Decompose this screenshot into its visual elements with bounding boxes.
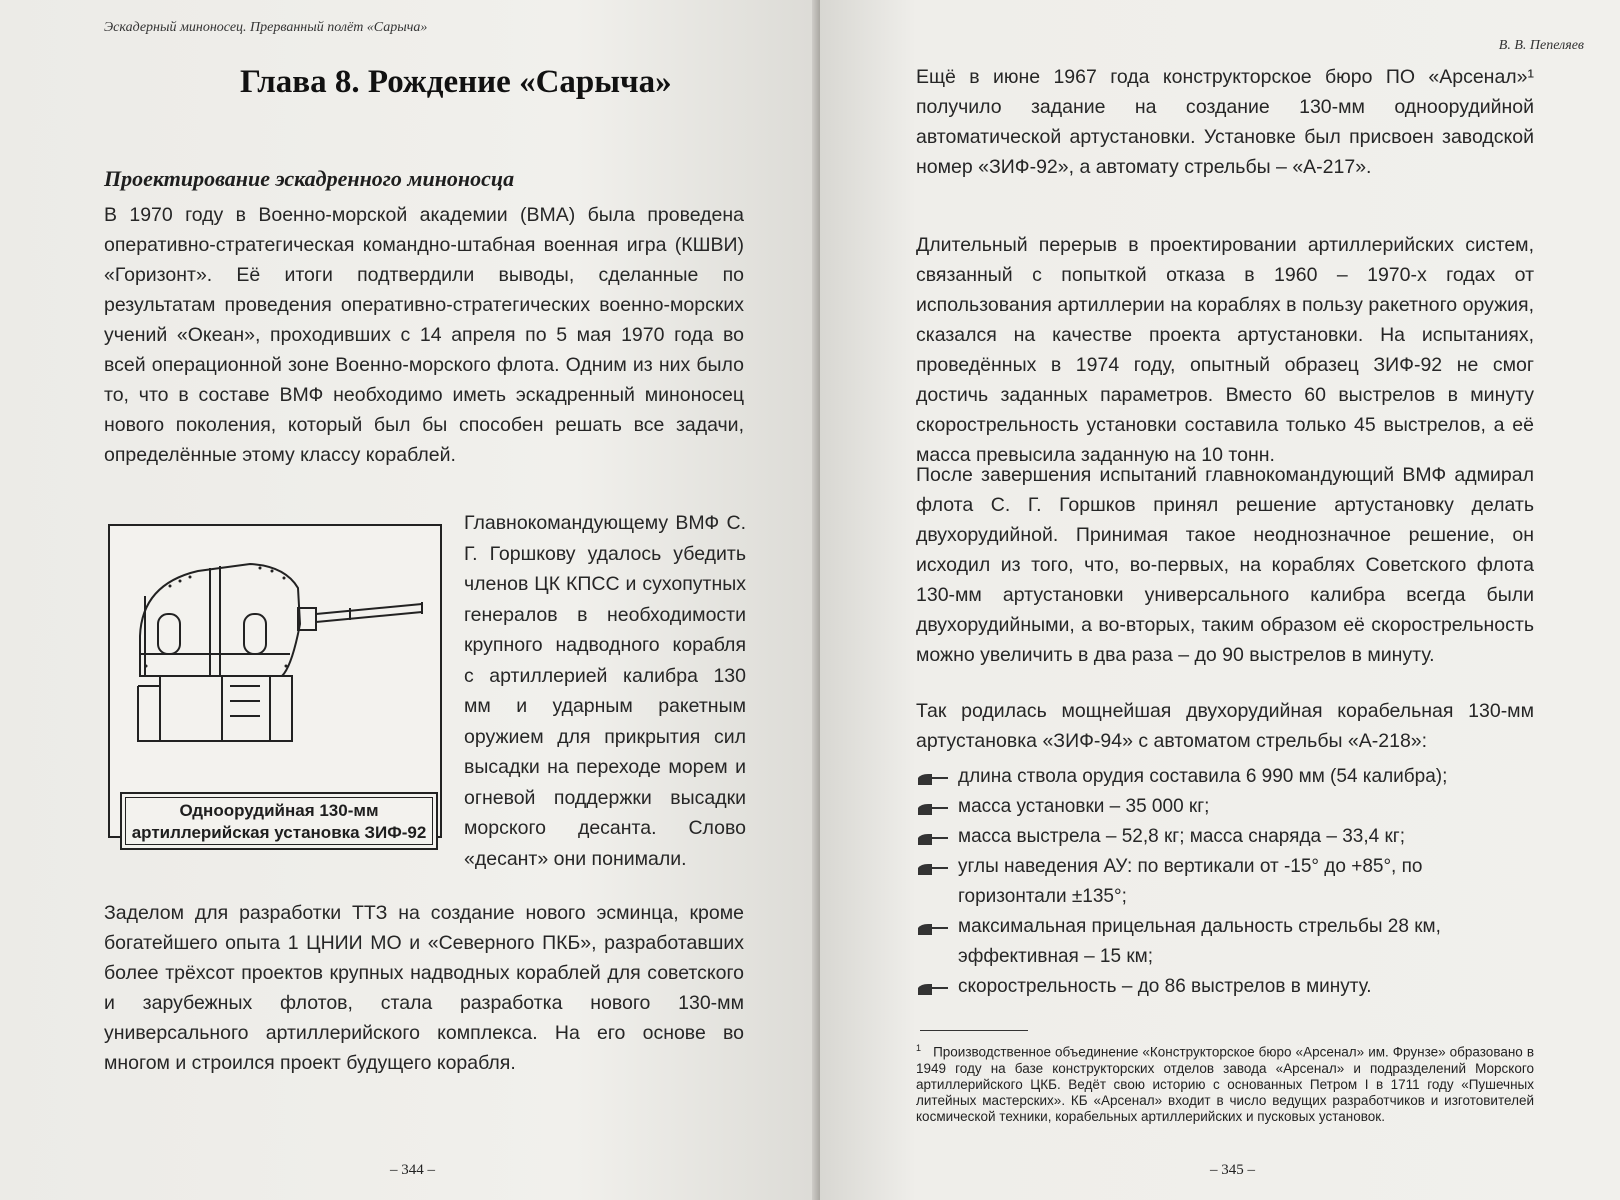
list-item [916, 912, 1536, 972]
left-running-head: Эскадерный миноносец. Прерванный полёт «Сарыча» [104, 20, 428, 35]
section-subheading: Проектирование эскадренного миноносца [104, 166, 515, 191]
spec-text: углы наведения АУ: по вертикали от -15° до +85°, по горизонтали ±135°; [958, 856, 1423, 907]
gun-turret-bullet-icon [916, 802, 950, 816]
figure-caption [120, 792, 438, 850]
right-paragraph-2: Длительный перерыв в проектировании артиллерийских систем, связанный с попыткой отказа в 1960 – 1970-х годах от использования артиллерии на кораблях в пользу ракетного оружия, сказался на качестве проекта артустановки. На испытаниях, проведённых в 1974 году, опытный образец ЗИФ-92 не смог достичь заданных параметров. Вместо 60 выстрелов в минуту скорострельность установки составила только 45 выстрелов, а её масса превысила заданную на 10 тонн. [916, 234, 1534, 466]
list-item [916, 852, 1536, 912]
gun-turret-bullet-icon [916, 832, 950, 846]
right-running-head: В. В. Пепеляев [1498, 38, 1584, 53]
footnote-mark: 1 [916, 1043, 922, 1053]
naval-gun-turret-drawing [110, 526, 440, 796]
gun-turret-bullet-icon [916, 982, 950, 996]
spec-text: масса установки – 35 000 кг; [958, 796, 1210, 817]
list-item [916, 972, 1536, 1002]
chapter-title: Глава 8. Рождение «Сарыча» [240, 64, 672, 100]
footnote-text: Производственное объединение «Конструкторское бюро «Арсенал» им. Фрунзе» образовано в 1949 году на базе конструкторских отделов завода «Арсенал» и подразделений Морского артиллерийского ЦКБ. Ведёт свою историю с основанных Петром I в 1711 году «Пушечных литейных мастерских». КБ «Арсенал» входит в число ведущих разработчиков и изготовителей космической техники, корабельных артиллерийских и пусковых установок. [916, 1044, 1534, 1124]
left-paragraph-1: В 1970 году в Военно-морской академии (ВМА) была проведена оперативно-стратегическая командно-штабная военная игра (КШВИ) «Горизонт». Её итоги подтвердили выводы, сделанные по результатам проведения оперативно-стратегических военно-морских учений «Океан», проходивших с 14 апреля по 5 мая 1970 года во всей операционной зоне Военно-морского флота. Одним из них было то, что в составе ВМФ необходимо иметь эскадренный миноносец нового поколения, который был бы способен решать все задачи, определённые этому классу кораблей. [104, 204, 744, 466]
gun-turret-bullet-icon [916, 862, 950, 876]
footnote [916, 1040, 1534, 1125]
figure-caption-line-1: Одноорудийная 130-мм [179, 801, 379, 820]
turret-figure [108, 524, 442, 838]
right-paragraph-3: После завершения испытаний главнокомандующий ВМФ адмирал флота С. Г. Горшков принял решение артустановку делать двухорудийной. Принимая такое неоднозначное решение, он исходил из того, что, во-первых, на кораблях Советского флота 130-мм артустановки универсального калибра всегда были двухорудийными, а во-вторых, таким образом её скорострельность можно увеличить в два раза – до 90 выстрелов в минуту. [916, 464, 1534, 666]
figure-caption-line-2: артиллерийская установка ЗИФ-92 [131, 823, 427, 842]
left-page-number: – 344 – [390, 1162, 435, 1178]
right-page-number: – 345 – [1210, 1162, 1255, 1178]
list-item [916, 792, 1536, 822]
list-item [916, 762, 1536, 792]
right-paragraph-1: Ещё в июне 1967 года конструкторское бюро ПО «Арсенал»¹ получило задание на создание 130-мм одноорудийной автоматической артустановки. Установке был присвоен заводской номер «ЗИФ-92», а автомату стрельбы – «А-217». [916, 66, 1534, 178]
right-paragraph-4: Так родилась мощнейшая двухорудийная корабельная 130-мм артустановка «ЗИФ-94» с автоматом стрельбы «А-218»: [916, 700, 1534, 752]
spec-text: длина ствола орудия составила 6 990 мм (54 калибра); [958, 766, 1448, 787]
footnote-rule [920, 1030, 1028, 1031]
left-paragraph-3: Заделом для разработки ТТЗ на создание нового эсминца, кроме богатейшего опыта 1 ЦНИИ МО и «Северного ПКБ», разработавших более трёхсот проектов крупных надводных кораблей для советского и зарубежных флотов, стала разработка нового 130-мм универсального артиллерийского комплекса. На его основе во многом и строился проект будущего корабля. [104, 902, 744, 1074]
spec-text: масса выстрела – 52,8 кг; масса снаряда – 33,4 кг; [958, 826, 1406, 847]
left-paragraph-2: Главнокомандующему ВМФ С. Г. Горшкову удалось убедить членов ЦК КПСС и сухопутных генералов в необходимости крупного надводного корабля с артиллерией калибра 130 мм и ударным ракетным оружием для прикрытия сил высадки на переходе морем и огневой поддержки высадки морского десанта. Слово «десант» они понимали. [464, 512, 746, 870]
list-item [916, 822, 1536, 852]
spec-text: максимальная прицельная дальность стрельбы 28 км, эффективная – 15 км; [958, 916, 1441, 967]
gun-turret-bullet-icon [916, 772, 950, 786]
spec-text: скорострельность – до 86 выстрелов в минуту. [958, 976, 1372, 997]
gun-turret-bullet-icon [916, 922, 950, 936]
specs-list [916, 762, 1536, 1002]
